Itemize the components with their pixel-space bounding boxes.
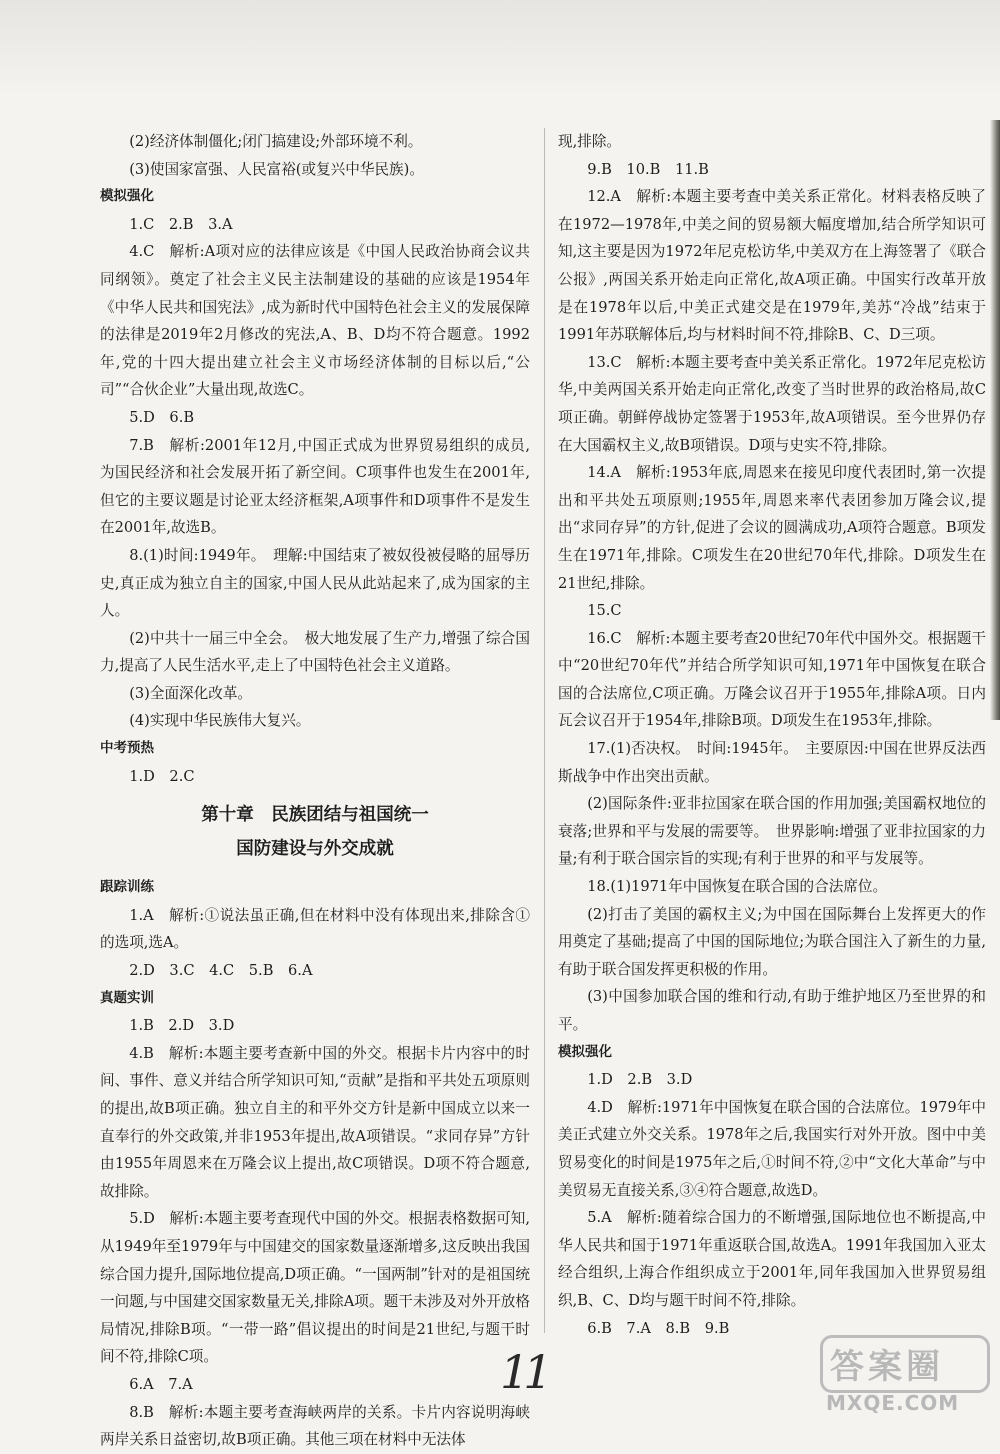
page-number: 11: [500, 1345, 547, 1399]
chapter-title: 国防建设与外交成就: [236, 839, 394, 860]
chapter-title: 第十章 民族团结与祖国统一: [201, 805, 429, 826]
answer-paragraph: (2)中共十一届三中全会。 极大地发展了生产力,增强了综合国力,提高了人民生活水平,走上了中国特色社会主义道路。: [100, 629, 530, 675]
answer-paragraph: (2)经济体制僵化;闭门搞建设;外部环境不利。: [129, 133, 423, 150]
answer-paragraph: 现,排除。: [558, 133, 622, 150]
answer-paragraph: 15.C: [587, 602, 622, 620]
section-heading: 真题实训: [100, 989, 154, 1006]
section-heading: 模拟强化: [558, 1043, 612, 1060]
page-edge-shadow: [990, 120, 1000, 720]
section-heading: 模拟强化: [100, 188, 154, 205]
answer-paragraph: 4.D 解析:1971年中国恢复在联合国的合法席位。1979年中美正式建立外交关系。1978年之后,我国实行对外开放。图中中美贸易变化的时间是1975年之后,①时间不符,②中“文化大革命”与中美贸易无直接关系,③④符合题意,故选D。: [558, 1098, 986, 1199]
answer-paragraph: 8.(1)时间:1949年。 理解:中国结束了被奴役被侵略的屈辱历史,真正成为独立自主的国家,中国人民从此站起来了,成为国家的主人。: [100, 546, 530, 620]
answer-paragraph: 1.B 2.D 3.D: [129, 1017, 235, 1035]
answer-paragraph: 13.C 解析:本题主要考查中美关系正常化。1972年尼克松访华,中美两国关系开始走向正常化,改变了当时世界的政治格局,故C项正确。朝鲜停战协定签署于1953年,故A项错误。至今世界仍存在大国霸权主义,故B项错误。D项与史实不符,排除。: [558, 353, 986, 454]
answer-paragraph: 5.A 解析:随着综合国力的不断增强,国际地位也不断提高,中华人民共和国于1971年重返联合国,故选A。1991年我国加入亚太经合组织,上海合作组织成立于2001年,同年我国加入世界贸易组织,B、C、D均与题干时间不符,排除。: [558, 1209, 986, 1309]
answer-paragraph: 4.B 解析:本题主要考查新中国的外交。根据卡片内容中的时间、事件、意义并结合所学知识可知,“贡献”是指和平共处五项原则的提出,故B项正确。独立自主的和平外交方针是新中国成立以来一直奉行的外交政策,并非1953年提出,故A项错误。“求同存异”方针由1955年周恩来在万隆会议上提出,故C项错误。D项不符合题意,故排除。: [100, 1044, 530, 1200]
section-heading: 跟踪训练: [100, 879, 154, 896]
watermark-url: MXQE.COM: [826, 1391, 960, 1415]
answer-paragraph: 1.A 解析:①说法虽正确,但在材料中没有体现出来,排除含①的选项,选A。: [100, 906, 530, 952]
answer-paragraph: (2)打击了美国的霸权主义;为中国在国际舞台上发挥更大的作用奠定了基础;提高了中国的国际地位;为联合国注入了新生的力量,有助于联合国发挥更积极的作用。: [558, 905, 986, 978]
page-top-shade: [0, 0, 1000, 95]
watermark-logo: [820, 1335, 990, 1417]
right-column: [558, 128, 986, 1342]
answer-paragraph: 1.D 2.B 3.D: [587, 1071, 693, 1089]
answer-paragraph: 7.B 解析:2001年12月,中国正式成为世界贸易组织的成员,为国民经济和社会发展开拓了新空间。C项事件也发生在2001年,但它的主要议题是讨论亚太经济框架,A项事件和D项事件不是发生在2001年,故选B。: [100, 436, 530, 537]
answer-paragraph: 14.A 解析:1953年底,周恩来在接见印度代表团时,第一次提出和平共处五项原则;1955年,周恩来率代表团参加万隆会议,提出“求同存异”的方针,促进了会议的圆满成功,A项符合题意。B项发生在1971年,排除。C项发生在20世纪70年代,排除。D项发生在21世纪,排除。: [558, 464, 986, 592]
answer-paragraph: 2.D 3.C 4.C 5.B 6.A: [129, 962, 313, 980]
answer-paragraph: 6.B 7.A 8.B 9.B: [587, 1319, 730, 1337]
answer-paragraph: 1.C 2.B 3.A: [129, 215, 233, 233]
answer-paragraph: 5.D 解析:本题主要考查现代中国的外交。根据表格数据可知,从1949年至1979年与中国建交的国家数量逐渐增多,这反映出我国综合国力提升,国际地位提高,D项正确。“一国两制”针对的是祖国统一问题,与中国建交国家数量无关,排除A项。题干未涉及对外开放格局情况,排除B项。“一带一路”倡议提出的时间是21世纪,与题干时间不符,排除C项。: [100, 1210, 530, 1366]
answer-paragraph: 1.D 2.C: [129, 767, 195, 785]
answer-paragraph: (4)实现中华民族伟大复兴。: [129, 712, 311, 730]
answer-paragraph: 12.A 解析:本题主要考查中美关系正常化。材料表格反映了在1972—1978年,中美之间的贸易额大幅度增加,结合所学知识可知,这主要是因为1972年尼克松访华,中美双方在上海签署了《联合公报》,两国关系开始走向正常化,故A项正确。中国实行改革开放是在1978年以后,中美正式建交是在1979年,美苏“冷战”结束于1991年苏联解体后,均与材料时间不符,排除B、C、D三项。: [558, 188, 986, 344]
column-divider: [544, 128, 545, 1333]
answer-paragraph: (3)全面深化改革。: [129, 684, 253, 702]
answer-paragraph: (2)国际条件:亚非拉国家在联合国的作用加强;美国霸权地位的衰落;世界和平与发展的需要等。 世界影响:增强了亚非拉国家的力量;有利于联合国宗旨的实现;有利于世界的和平与发展等。: [558, 795, 986, 868]
answer-paragraph: 17.(1)否决权。 时间:1945年。 主要原因:中国在世界反法西斯战争中作出突出贡献。: [558, 740, 986, 785]
section-heading: 中考预热: [100, 740, 154, 757]
answer-paragraph: 9.B 10.B 11.B: [587, 160, 709, 178]
watermark-text: 答案圈: [830, 1347, 944, 1387]
answer-paragraph: 6.A 7.A: [129, 1375, 193, 1393]
answer-paragraph: 4.C 解析:A项对应的法律应该是《中国人民政治协商会议共同纲领》。奠定了社会主义民主法制建设的基础的应该是1954年《中华人民共和国宪法》,成为新时代中国特色社会主义的发展保障的法律是2019年2月修改的宪法,A、B、D均不符合题意。1992年,党的十四大提出建立社会主义市场经济体制的目标以后,“公司”“合伙企业”大量出现,故选C。: [100, 243, 530, 399]
answer-paragraph: 16.C 解析:本题主要考查20世纪70年代中国外交。根据题干中“20世纪70年代”并结合所学知识可知,1971年中国恢复在联合国的合法席位,C项正确。万隆会议召开于1955年,排除A项。日内瓦会议召开于1954年,排除B项。D项发生在1953年,排除。: [558, 629, 986, 730]
left-column: [100, 128, 530, 1454]
answer-paragraph: 8.B 解析:本题主要考查海峡两岸的关系。卡片内容说明海峡两岸关系日益密切,故B项正确。其他三项在材料中无法体: [100, 1403, 530, 1449]
answer-paragraph: (3)中国参加联合国的维和行动,有助于维护地区乃至世界的和平。: [558, 988, 986, 1033]
answer-paragraph: 5.D 6.B: [129, 408, 195, 426]
answer-paragraph: 18.(1)1971年中国恢复在联合国的合法席位。: [587, 878, 888, 896]
answer-paragraph: (3)使国家富强、人民富裕(或复兴中华民族)。: [129, 160, 424, 178]
